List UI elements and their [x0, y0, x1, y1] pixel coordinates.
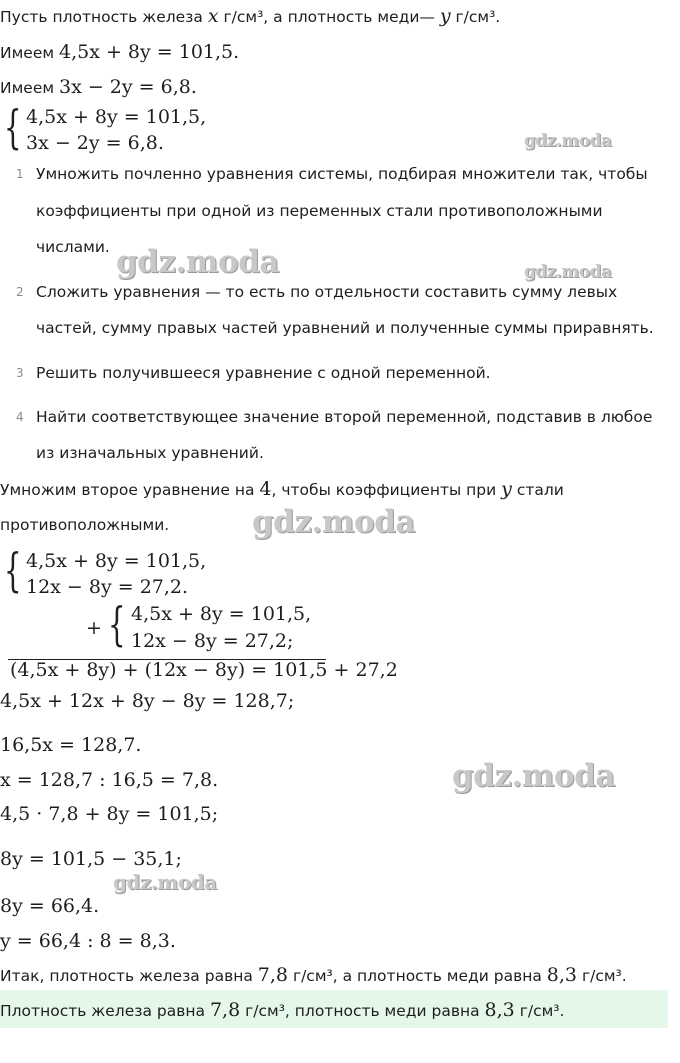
multiply-line-2: противоположными. [0, 516, 170, 534]
step-1-line-2: коэффициенты при одной из переменных стали противоположными [36, 202, 603, 220]
result-text-3: г/см³. [581, 967, 627, 985]
formula: 4,5x + 8y = 101,5. [59, 41, 240, 63]
sum-equation: (4,5x + 8y) + (12x − 8y) = 101,5 + 27,2 [10, 659, 398, 681]
watermark: gdz.moda [452, 758, 615, 794]
result-text-1: Итак, плотность железа равна [0, 967, 253, 985]
intro-line [0, 6, 500, 27]
calc-line: x = 128,7 : 16,5 = 7,8. [0, 769, 219, 791]
watermark: gdz.moda [113, 870, 217, 894]
system1-eq2: 3x − 2y = 6,8. [26, 132, 164, 154]
intro-text-3: г/см³. [455, 8, 501, 26]
system-brace: { [4, 100, 22, 154]
calc-line: 4,5 · 7,8 + 8y = 101,5; [0, 803, 219, 825]
calc-line: 16,5x = 128,7. [0, 734, 142, 756]
step-1-line-3: числами. [36, 238, 110, 256]
step-4-line-2: из изначальных уравнений. [36, 444, 264, 462]
step-number: 3 [16, 366, 24, 380]
watermark: gdz.moda [524, 262, 612, 282]
result-line [0, 965, 627, 986]
answer-text-2: г/см³, плотность меди равна [245, 1002, 480, 1020]
system3-eq2: 12x − 8y = 27,2; [131, 630, 294, 652]
multiply-text-3: стали [516, 481, 564, 499]
system2-eq1: 4,5x + 8y = 101,5, [26, 550, 207, 572]
watermark: gdz.moda [252, 504, 415, 540]
multiply-text-1: Умножим второе уравнение на [0, 481, 255, 499]
calc-line: 8y = 66,4. [0, 895, 100, 917]
watermark: gdz.moda [524, 131, 612, 151]
system-brace: { [4, 543, 22, 597]
have-label: Имеем [0, 44, 55, 62]
answer-iron-density: 7,8 [209, 999, 241, 1021]
have-equation-2 [0, 77, 197, 98]
multiply-text-2: , чтобы коэффициенты при [271, 481, 497, 499]
intro-text-2: г/см³, а плотность меди— [223, 8, 435, 26]
step-1-line-1: Умножить почленно уравнения системы, подбирая множители так, чтобы [36, 165, 648, 183]
step-number: 4 [16, 410, 24, 424]
var-y: y [439, 5, 451, 27]
calc-line: 8y = 101,5 − 35,1; [0, 848, 182, 870]
calc-line: y = 66,4 : 8 = 8,3. [0, 930, 176, 952]
copper-density: 8,3 [546, 964, 578, 986]
system-brace: { [108, 597, 126, 651]
step-number: 1 [16, 167, 24, 181]
answer-line [0, 999, 564, 1022]
watermark: gdz.moda [116, 244, 279, 280]
answer-copper-density: 8,3 [484, 999, 515, 1021]
plus-sign: + [86, 617, 102, 639]
have-label: Имеем [0, 79, 55, 97]
formula: 3x − 2y = 6,8. [59, 76, 197, 98]
var-y: y [501, 478, 512, 500]
calc-line: 4,5x + 12x + 8y − 8y = 128,7; [0, 690, 295, 712]
system1-eq1: 4,5x + 8y = 101,5, [26, 106, 207, 128]
have-equation-1 [0, 42, 239, 63]
intro-text-1: Пусть плотность железа [0, 8, 203, 26]
step-2-line-1: Сложить уравнения — то есть по отдельности составить сумму левых [36, 283, 618, 301]
system3-eq1: 4,5x + 8y = 101,5, [131, 603, 312, 625]
system2-eq2: 12x − 8y = 27,2. [26, 576, 189, 598]
step-3-line-1: Решить получившееся уравнение с одной переменной. [36, 364, 491, 382]
iron-density: 7,8 [257, 964, 288, 986]
var-x: x [207, 5, 219, 27]
step-number: 2 [16, 285, 24, 299]
multiplier: 4 [259, 478, 272, 500]
answer-text-3: г/см³. [519, 1002, 565, 1020]
result-text-2: г/см³, а плотность меди равна [292, 967, 542, 985]
step-4-line-1: Найти соответствующее значение второй переменной, подставив в любое [36, 408, 653, 426]
multiply-line-1 [0, 479, 564, 500]
answer-text-1: Плотность железа равна [0, 1002, 206, 1020]
step-2-line-2: частей, сумму правых частей уравнений и полученные суммы приравнять. [36, 319, 654, 337]
